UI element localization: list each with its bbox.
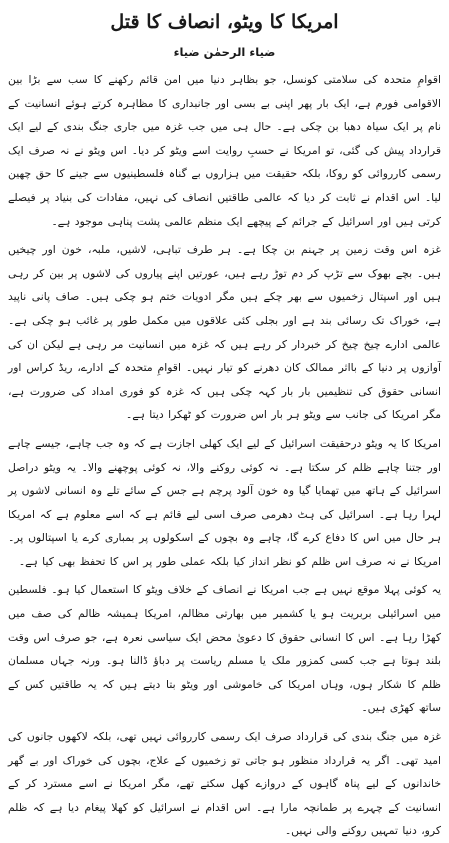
article-paragraph: غزہ میں جنگ بندی کی قرارداد صرف ایک رسمی کارروائی نہیں تھی، بلکہ لاکھوں جانوں کی امید تھی۔ اگر یہ قرارداد منظور ہو جاتی تو زخمیوں کے علاج، بچوں کی خوراک اور بے گھر خاندانوں کے لیے پناہ گاہوں کے دروازے کھل سکتے تھے، مگر امریکا نے اسے مسترد کر کے انسانیت کے چہرے پر طمانچہ مارا ہے۔ اس اقدام نے اسرائیل کو کھلا پیغام دیا ہے کہ ظلم کرو، دنیا تمہیں روکنے والی نہیں۔ [8,730,441,838]
article-paragraph: اقوامِ متحدہ کی سلامتی کونسل، جو بظاہر دنیا میں امن قائم رکھنے کا سب سے بڑا بین الاقوامی فورم ہے، ایک بار پھر اپنی بے بسی اور جانبداری کا مظاہرہ کرتے ہوئے انسانیت کے نام پر ایک سیاہ دھبا بن چکی ہے۔ حال ہی میں جب غزہ میں جاری جنگ بندی کے لیے ایک قرارداد پیش کی گئی، تو امریکا نے حسبِ روایت اسے ویٹو کر دیا۔ اس ویٹو نے نہ صرف ایک رسمی کارروائی کو روکا، بلکہ حقیقت میں ہزاروں بے گناہ فلسطینیوں سے جینے کا حق چھین لیا۔ اس اقدام نے ثابت کر دیا کہ عالمی طاقتیں انصاف کی نہیں، مفادات کی بنیاد پر فیصلے کرتی ہیں اور اسرائیل کے جرائم کے پیچھے ایک منظم عالمی پشت پناہی موجود ہے۔ [8,73,441,228]
article-paragraph: غزہ اس وقت زمین پر جہنم بن چکا ہے۔ ہر طرف تباہی، لاشیں، ملبہ، خون اور چیخیں ہیں۔ بچے بھوک سے تڑپ کر دم توڑ رہے ہیں، عورتیں اپنے پیاروں کی لاشوں پر بین کر رہی ہیں اور اسپتال زخمیوں سے بھر چکے ہیں مگر ادویات ختم ہو چکی ہیں۔ صاف پانی ناپید ہے، خوراک تک رسائی بند ہے اور بجلی کئی علاقوں میں مکمل طور پر غائب ہو چکی ہے۔ عالمی ادارے چیخ چیخ کر خبردار کر رہے ہیں کہ غزہ میں انسانیت مر رہی ہے لیکن ان کی آوازوں پر دنیا کے بااثر ممالک کان دھرنے کو تیار نہیں۔ اقوامِ متحدہ کے ادارے، ریڈ کراس اور انسانی حقوق کی تنظیمیں بار بار کہہ چکی ہیں کہ غزہ کو فوری امداد کی ضرورت ہے، مگر امریکا کی جانب سے ویٹو ہر بار اس ضرورت کو ٹھکرا دیتا ہے۔ [8,243,441,422]
article-byline: ضیاء الرحمٰن ضیاء [173,45,276,59]
article-title: امریکا کا ویٹو، انصاف کا قتل [110,11,339,33]
article-paragraph: یہ کوئی پہلا موقع نہیں ہے جب امریکا نے انصاف کے خلاف ویٹو کا استعمال کیا ہو۔ فلسطین میں اسرائیلی بربریت ہو یا کشمیر میں بھارتی مظالم، امریکا ہمیشہ ظالم کی صف میں کھڑا رہا ہے۔ اس کا انسانی حقوق کا دعویٰ محض ایک سیاسی نعرہ ہے، جو صرف اس وقت بلند ہوتا ہے جب کسی کمزور ملک یا مسلم ریاست پر دباؤ ڈالنا ہو۔ ورنہ جہاں مسلمان ظلم کا شکار ہوں، وہاں امریکا کی خاموشی اور ویٹو بتا دیتے ہیں کہ یہ طاقتیں کس کے ساتھ کھڑی ہیں۔ [8,583,441,715]
article-paragraph: امریکا کا یہ ویٹو درحقیقت اسرائیل کے لیے ایک کھلی اجازت ہے کہ وہ جب چاہے، جیسے چاہے اور جتنا چاہے ظلم کر سکتا ہے۔ نہ کوئی روکنے والا، نہ کوئی پوچھنے والا۔ یہ ویٹو دراصل اسرائیل کے ہاتھ میں تھمایا گیا وہ خون آلود پرچم ہے جس کے سائے تلے وہ انسانی لاشوں پر لہرا رہا ہے۔ اسرائیل کی ہٹ دھرمی صرف اسی لیے قائم ہے کہ اسے معلوم ہے کہ امریکا ہر حال میں اس کا دفاع کرے گا، چاہے وہ بچوں کے اسکولوں پر بمباری کرے یا اسپتالوں پر۔ امریکا نے نہ صرف اس ظلم کو نظر انداز کیا بلکہ عملی طور پر اس کا تحفظ بھی کیا ہے۔ [8,436,441,568]
